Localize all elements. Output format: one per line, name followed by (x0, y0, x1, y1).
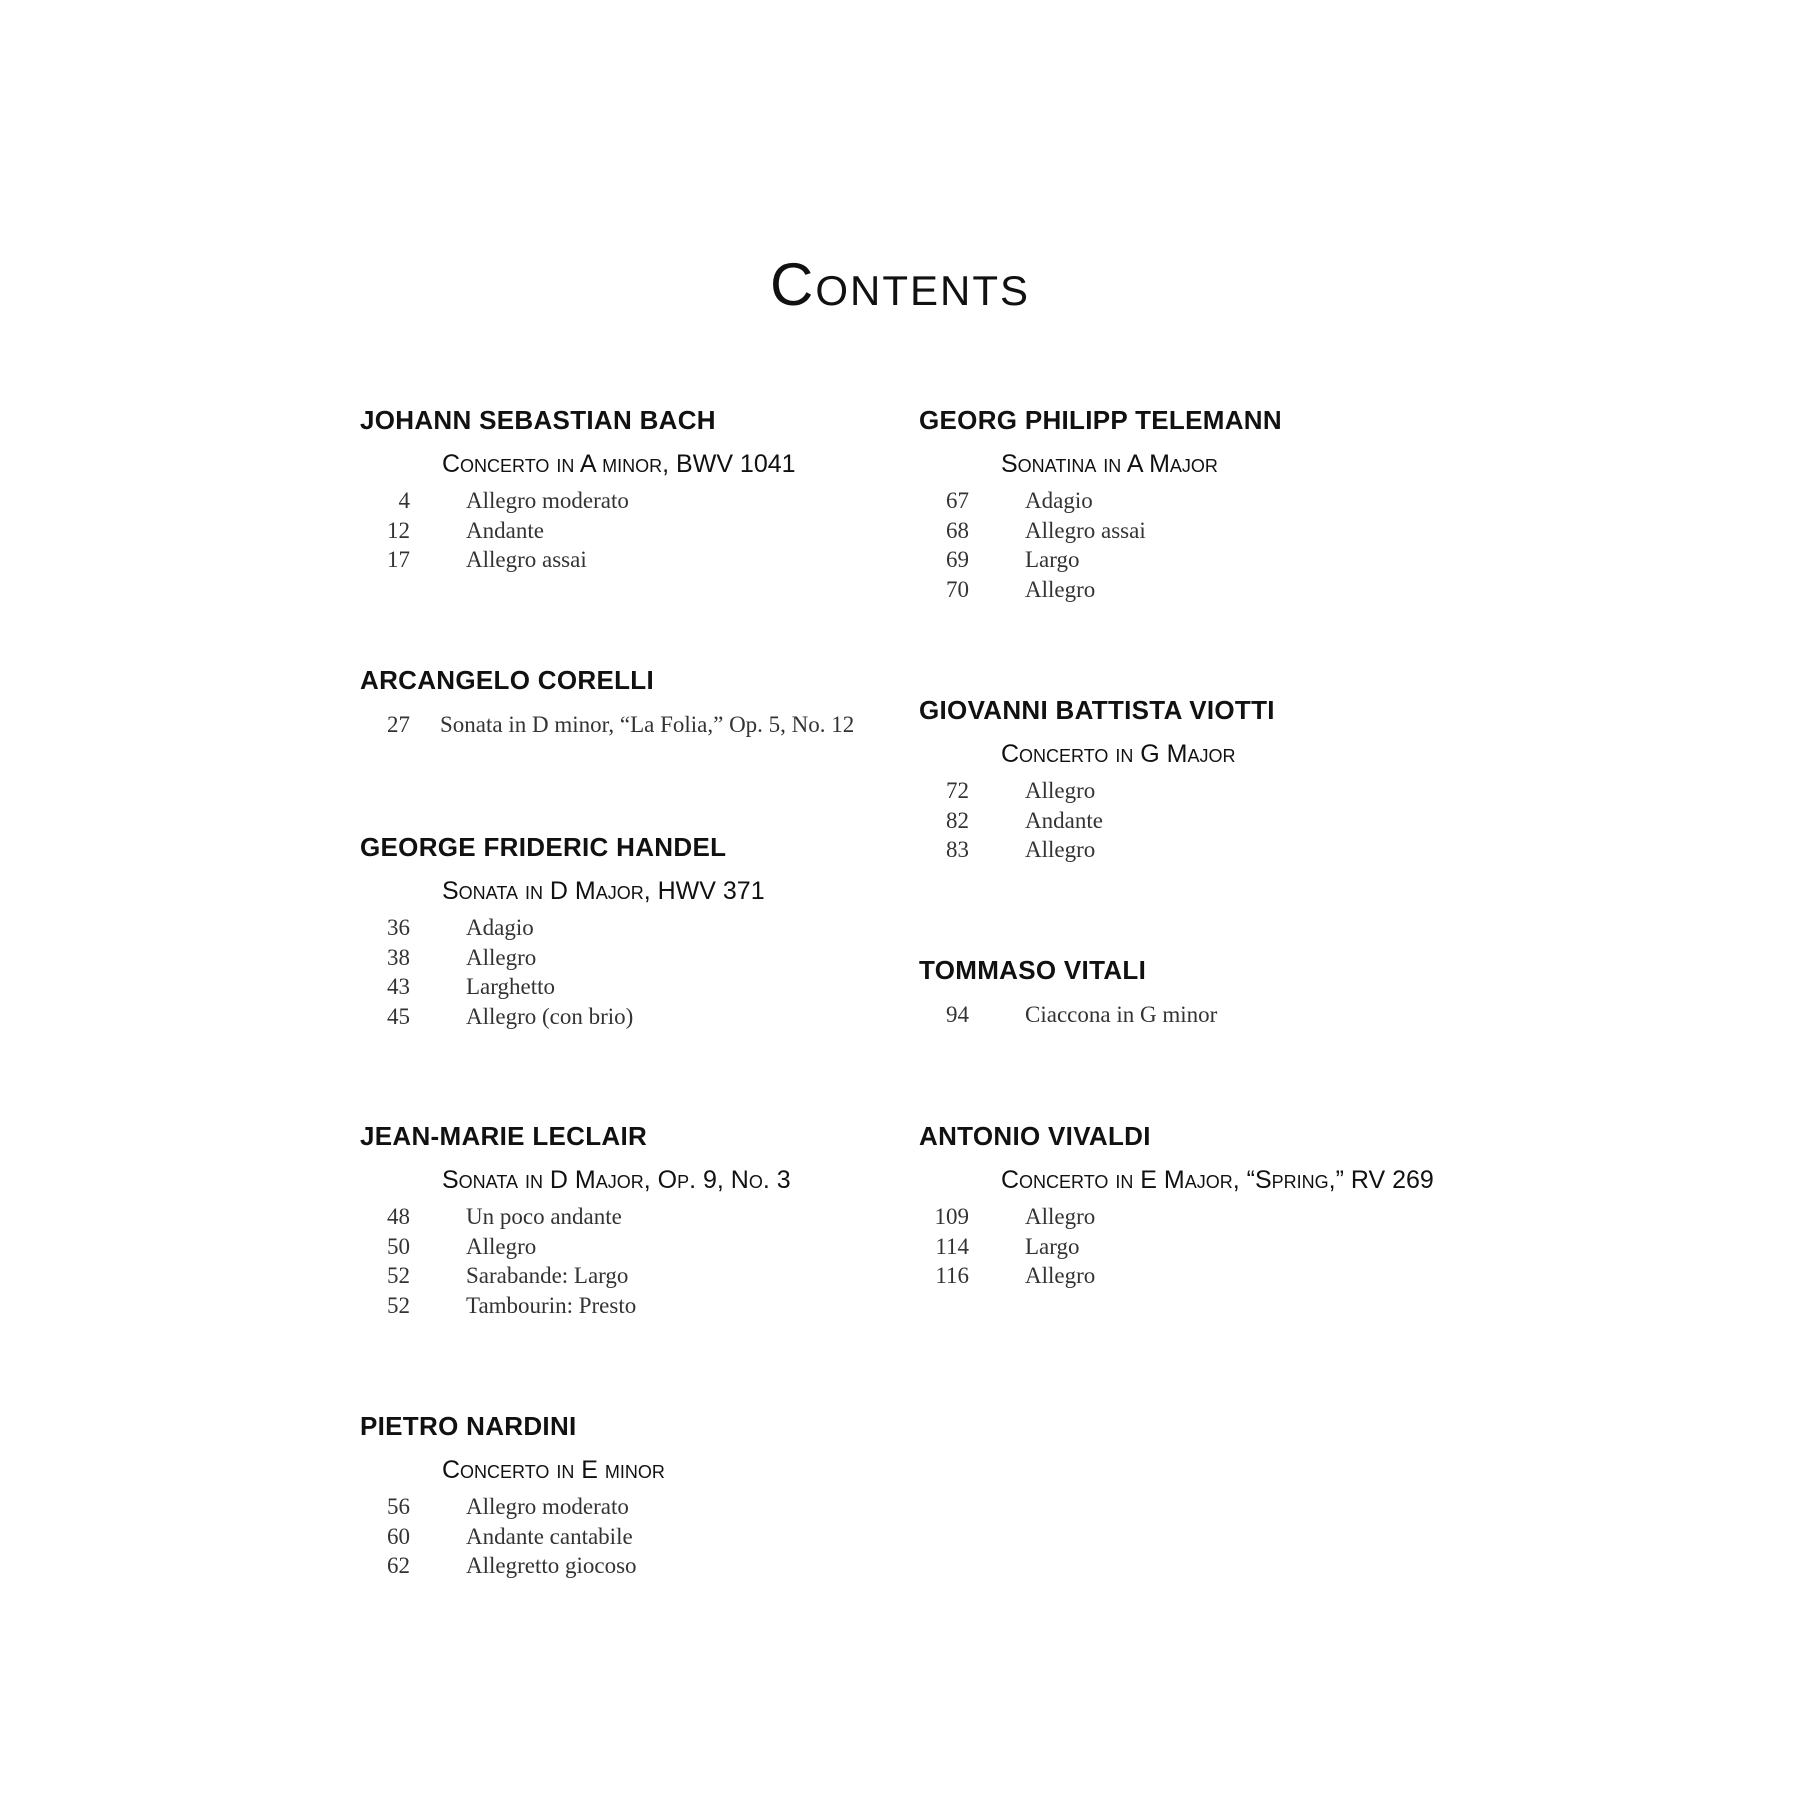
composer-name: ANTONIO VIVALDI (919, 1121, 1151, 1151)
movement-name: Largo (1025, 1233, 1080, 1259)
movement-name: Andante (1025, 807, 1103, 833)
work-title: Concerto in G Major (1001, 740, 1236, 768)
movement-list (360, 1202, 920, 1320)
toc-entry[interactable] (919, 1232, 1479, 1262)
composer-name: PIETRO NARDINI (360, 1411, 577, 1441)
toc-entry[interactable] (919, 835, 1479, 865)
page-number: 116 (935, 1263, 969, 1288)
toc-entry[interactable] (919, 516, 1479, 546)
page-number: 56 (387, 1494, 410, 1519)
composer-section-bach (360, 402, 920, 575)
work-title: Sonata in D Major, Op. 9, No. 3 (442, 1166, 791, 1194)
toc-entry[interactable] (919, 545, 1479, 575)
toc-entry[interactable] (360, 486, 920, 516)
toc-entry[interactable] (919, 776, 1479, 806)
composer-section-telemann (919, 402, 1479, 604)
page-number: 12 (387, 517, 410, 543)
toc-entry[interactable] (360, 972, 920, 1002)
toc-entry[interactable] (360, 943, 920, 973)
composer-section-handel (360, 829, 920, 1031)
page-number: 68 (946, 517, 969, 543)
composer-section-leclair (360, 1118, 920, 1320)
movement-name: Allegretto giocoso (466, 1553, 637, 1578)
movement-name: Sarabande: Largo (466, 1263, 629, 1288)
page-number: 60 (387, 1523, 410, 1549)
page-number: 72 (946, 778, 969, 803)
movement-name: Allegro assai (1025, 517, 1146, 543)
composer-name: TOMMASO VITALI (919, 955, 1147, 985)
movement-name: Largo (1025, 547, 1080, 572)
page-number: 45 (387, 1003, 410, 1029)
composer-section-viotti (919, 692, 1479, 865)
toc-entry[interactable] (360, 1261, 920, 1291)
page-title: Contents (770, 251, 1030, 318)
toc-entry[interactable] (360, 1002, 920, 1032)
work-title: Concerto in E minor (442, 1456, 665, 1484)
composer-section-vitali (919, 952, 1479, 1030)
work-title: Concerto in A minor, BWV 1041 (442, 450, 796, 478)
movement-name: Adagio (1025, 488, 1093, 513)
movement-name: Allegro (466, 1233, 537, 1259)
work-title: Sonatina in A Major (1001, 450, 1218, 478)
toc-entry[interactable] (360, 545, 920, 575)
toc-entry[interactable] (360, 1291, 920, 1321)
toc-entry[interactable] (360, 710, 920, 740)
composer-name: ARCANGELO CORELLI (360, 665, 654, 695)
composer-name: JEAN-MARIE LECLAIR (360, 1121, 648, 1151)
movement-name: Allegro (466, 944, 537, 970)
work-name: Ciaccona in G minor (1025, 1002, 1218, 1027)
movement-name: Allegro (con brio) (466, 1003, 634, 1029)
toc-entry[interactable] (360, 1232, 920, 1262)
work-title: Concerto in E Major, “Spring,” RV 269 (1001, 1166, 1434, 1194)
page-number: 70 (946, 576, 969, 602)
movement-name: Allegro (1025, 1263, 1096, 1288)
page-number: 52 (387, 1292, 410, 1318)
page-number: 4 (398, 488, 410, 513)
toc-entry[interactable] (360, 1202, 920, 1232)
movement-name: Allegro moderato (466, 1494, 629, 1519)
page-number: 43 (387, 974, 410, 999)
page-number: 38 (387, 944, 410, 970)
movement-list (919, 1202, 1479, 1291)
page-number: 94 (946, 1002, 969, 1027)
toc-entry[interactable] (919, 575, 1479, 605)
page-number: 48 (387, 1204, 410, 1229)
composer-name: JOHANN SEBASTIAN BACH (360, 405, 716, 435)
movement-name: Larghetto (466, 974, 555, 999)
toc-entry[interactable] (360, 516, 920, 546)
movement-list (919, 776, 1479, 865)
movement-name: Andante (466, 517, 544, 543)
composer-section-corelli (360, 662, 920, 740)
movement-list (919, 486, 1479, 604)
composer-section-nardini (360, 1408, 920, 1581)
movement-name: Allegro (1025, 1204, 1096, 1229)
page-number: 83 (946, 837, 969, 862)
page-number: 67 (946, 488, 969, 513)
page-number: 36 (387, 915, 410, 940)
page-number: 82 (946, 807, 969, 833)
toc-entry[interactable] (360, 1522, 920, 1552)
toc-entry[interactable] (919, 1261, 1479, 1291)
composer-name: GEORG PHILIPP TELEMANN (919, 405, 1282, 435)
page-number: 27 (387, 712, 410, 737)
composer-name: GIOVANNI BATTISTA VIOTTI (919, 695, 1275, 725)
movement-name: Allegro (1025, 837, 1096, 862)
movement-name: Un poco andante (466, 1204, 622, 1229)
movement-name: Allegro assai (466, 547, 587, 572)
toc-entry[interactable] (919, 486, 1479, 516)
movement-name: Allegro (1025, 778, 1096, 803)
movement-name: Allegro (1025, 576, 1096, 602)
toc-entry[interactable] (360, 1492, 920, 1522)
composer-section-vivaldi (919, 1118, 1479, 1291)
toc-entry[interactable] (919, 1000, 1479, 1030)
page-number: 52 (387, 1263, 410, 1288)
movement-name: Andante cantabile (466, 1523, 633, 1549)
work-name: Sonata in D minor, “La Folia,” Op. 5, No. 12 (440, 712, 855, 737)
toc-entry[interactable] (360, 913, 920, 943)
page-number: 62 (387, 1553, 410, 1578)
composer-name: GEORGE FRIDERIC HANDEL (360, 832, 727, 862)
page-number: 69 (946, 547, 969, 572)
page-number: 17 (387, 547, 410, 572)
movement-name: Tambourin: Presto (466, 1292, 637, 1318)
movement-name: Adagio (466, 915, 534, 940)
movement-list (360, 486, 920, 575)
page-number: 50 (387, 1233, 410, 1259)
movement-list (360, 913, 920, 1031)
toc-entry[interactable] (919, 806, 1479, 836)
toc-entry[interactable] (919, 1202, 1479, 1232)
movement-list (360, 1492, 920, 1581)
page-number: 109 (934, 1204, 969, 1229)
work-title: Sonata in D Major, HWV 371 (442, 877, 765, 905)
movement-name: Allegro moderato (466, 488, 629, 513)
page-number: 114 (935, 1233, 969, 1259)
toc-entry[interactable] (360, 1551, 920, 1581)
